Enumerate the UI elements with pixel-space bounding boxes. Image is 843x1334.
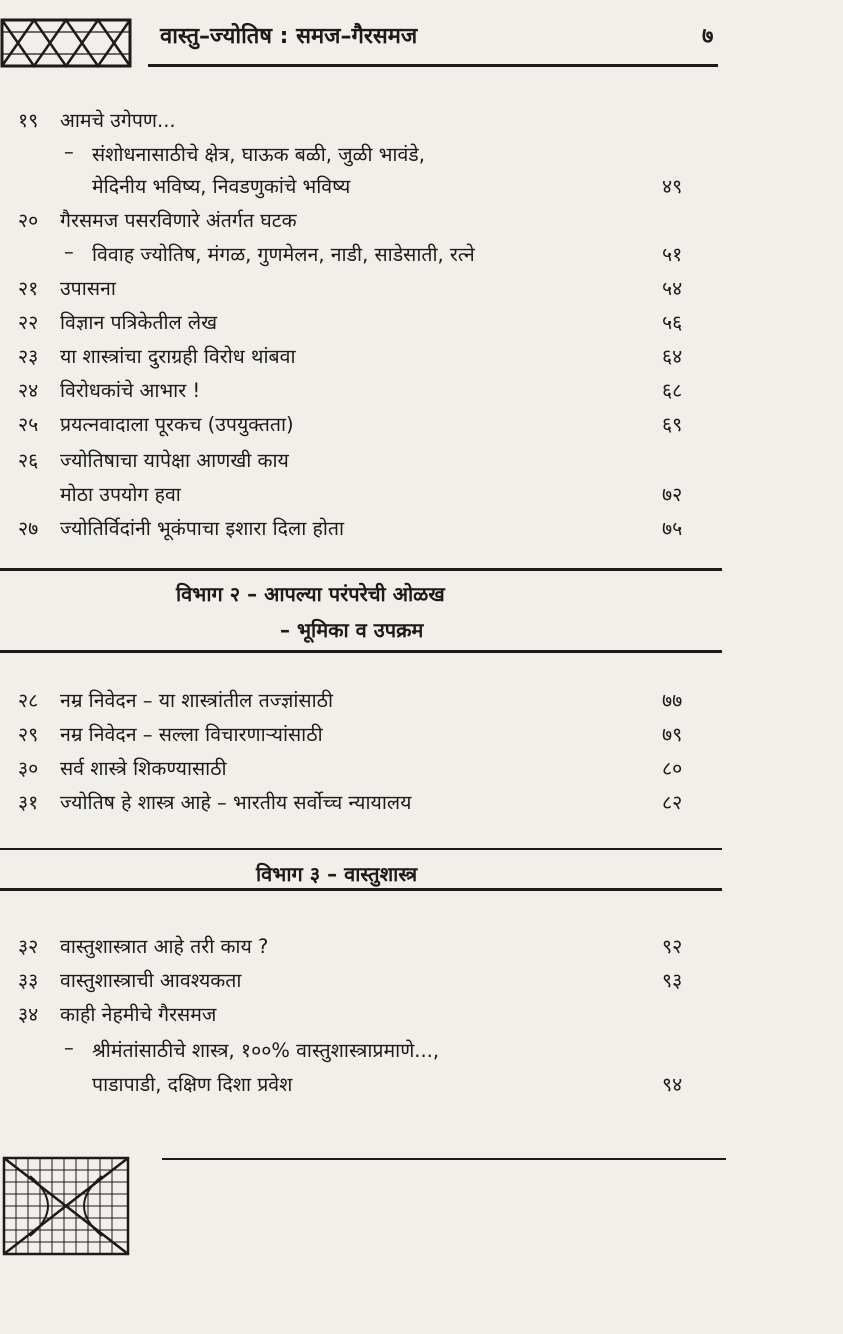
footer-grid-ornament [0,1156,132,1256]
toc-row: २८ नम्र निवेदन – या शास्त्रांतील तज्ज्ञांसाठी ७७ [18,689,683,712]
toc-row: २७ ज्योतिर्विदांनी भूकंपाचा इशारा दिला होता ७५ [18,517,683,540]
toc-row: २३ या शास्त्रांचा दुराग्रही विरोध थांबवा ६४ [18,345,683,368]
footer-rule [162,1158,726,1160]
section2-top-rule [0,568,722,571]
header-lattice-ornament [0,18,132,68]
toc-row: २२ विज्ञान पत्रिकेतील लेख ५६ [18,311,683,334]
toc-row: २५ प्रयत्नवादाला पूरकच (उपयुक्तता) ६९ [18,413,683,436]
toc-row: २१ उपासना ५४ [18,277,683,300]
toc-row: २४ विरोधकांचे आभार ! ६८ [18,379,683,402]
section3-top-rule [0,848,722,850]
toc-row: ३२ वास्तुशास्त्रात आहे तरी काय ? ९२ [18,935,683,958]
section2-title-line2: – भूमिका व उपक्रम [280,618,424,642]
toc-row: ३३ वास्तुशास्त्राची आवश्यकता ९३ [18,969,683,992]
section3-bottom-rule [0,888,722,891]
toc-row: २९ नम्र निवेदन – सल्ला विचारणाऱ्यांसाठी ७९ [18,723,683,746]
toc-row: पाडापाडी, दक्षिण दिशा प्रवेश ९४ [92,1073,683,1096]
section3-title: विभाग ३ – वास्तुशास्त्र [256,862,418,886]
toc-row: ३० सर्व शास्त्रे शिकण्यासाठी ८० [18,757,683,780]
toc-row: ३१ ज्योतिष हे शास्त्र आहे – भारतीय सर्वोच्च न्यायालय ८२ [18,791,683,814]
running-header-title: वास्तु–ज्योतिष : समज–गैरसमज [160,24,418,49]
page-number: ७ [702,24,714,49]
toc-row: – विवाह ज्योतिष, मंगळ, गुणमेलन, नाडी, साडेसाती, रत्ने ५१ [64,240,683,266]
header-rule [148,64,718,67]
toc-row: २६ ज्योतिषाचा यापेक्षा आणखी काय [18,449,289,472]
section2-bottom-rule [0,650,722,653]
toc-row: मोठा उपयोग हवा ७२ [60,483,683,506]
toc-row: ३४ काही नेहमीचे गैरसमज [18,1003,217,1026]
toc-row: – संशोधनासाठीचे क्षेत्र, घाऊक बळी, जुळी भावंडे, [64,140,425,166]
toc-row: २० गैरसमज पसरविणारे अंतर्गत घटक [18,209,297,232]
toc-row: – श्रीमंतांसाठीचे शास्त्र, १००% वास्तुशास्त्राप्रमाणे..., [64,1036,440,1062]
toc-row: १९ आमचे उगेपण... [18,109,176,132]
section2-title-line1: विभाग २ – आपल्या परंपरेची ओळख [176,582,445,606]
toc-row: मेदिनीय भविष्य, निवडणुकांचे भविष्य ४९ [92,175,683,198]
